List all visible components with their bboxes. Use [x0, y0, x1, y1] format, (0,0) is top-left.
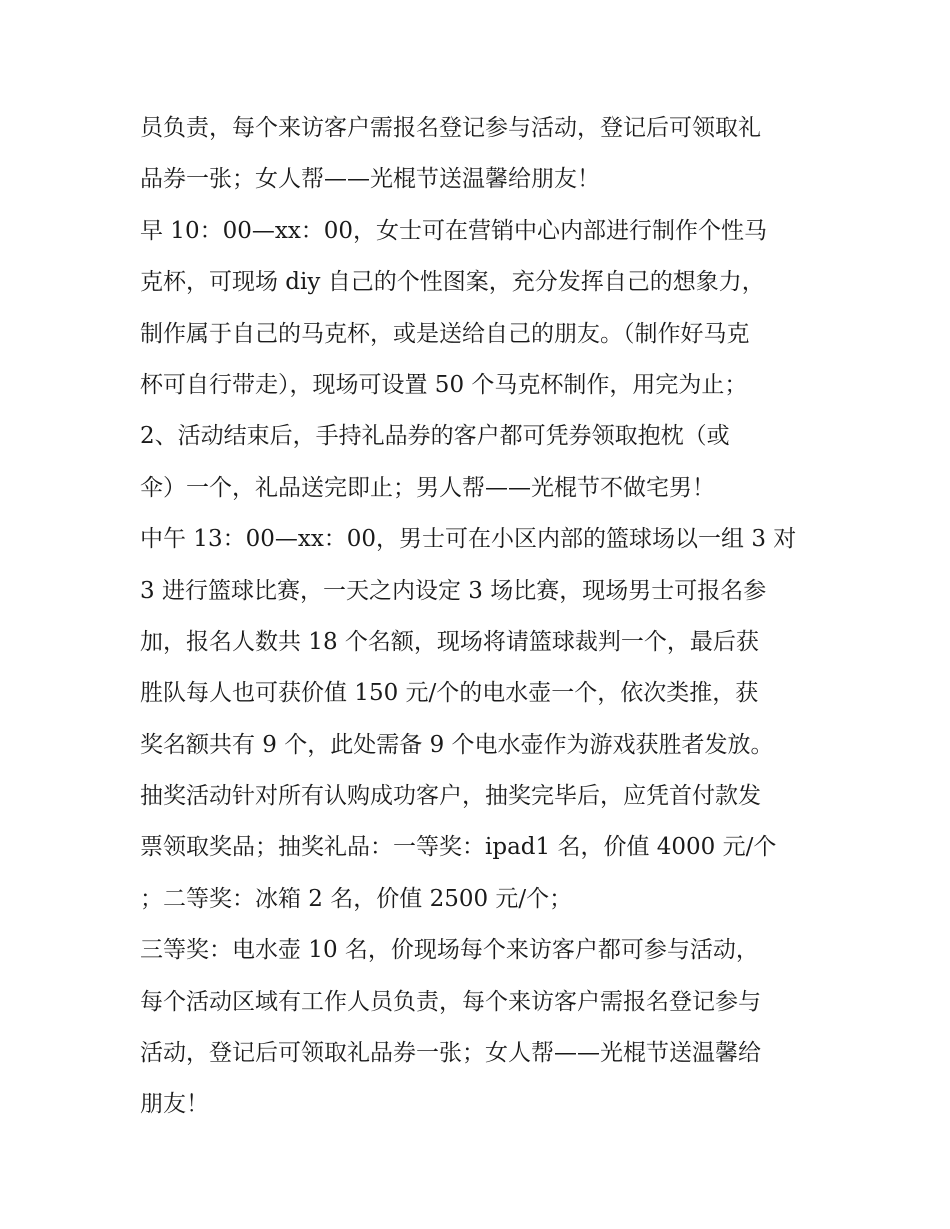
- text-line: 三等奖：电水壶 10 名，价现场每个来访客户都可参与活动，: [140, 937, 759, 964]
- text-line: 中午 13：00—xx：00，男士可在小区内部的篮球场以一组 3 对: [140, 526, 797, 553]
- text-line: 2、活动结束后，手持礼品券的客户都可凭券领取抱枕（或: [140, 423, 730, 450]
- text-line: 克杯，可现场 diy 自己的个性图案，充分发挥自己的想象力，: [140, 269, 765, 296]
- text-line: 胜队每人也可获价值 150 元/个的电水壶一个，依次类推，获: [140, 680, 759, 707]
- text-line: ；二等奖：冰箱 2 名，价值 2500 元/个；: [140, 885, 573, 912]
- text-line: 抽奖活动针对所有认购成功客户，抽奖完毕后，应凭首付款发: [140, 783, 761, 810]
- text-line: 奖名额共有 9 个，此处需备 9 个电水壶作为游戏获胜者发放。: [140, 731, 774, 758]
- text-line: 朋友！: [140, 1091, 209, 1118]
- text-line: 制作属于自己的马克杯，或是送给自己的朋友。（制作好马克: [140, 320, 750, 347]
- text-line: 加，报名人数共 18 个名额，现场将请篮球裁判一个，最后获: [140, 628, 759, 655]
- text-line: 票领取奖品；抽奖礼品：一等奖：ipad1 名，价值 4000 元/个: [140, 834, 777, 861]
- body-text: [140, 103, 820, 1131]
- text-line: 活动，登记后可领取礼品券一张；女人帮——光棍节送温馨给: [140, 1040, 761, 1067]
- text-line: 杯可自行带走），现场可设置 50 个马克杯制作，用完为止；: [140, 371, 748, 398]
- text-line: 员负责，每个来访客户需报名登记参与活动，登记后可领取礼: [140, 115, 761, 141]
- text-line: 伞）一个，礼品送完即止；男人帮——光棍节不做宅男！: [140, 474, 715, 501]
- text-line: 每个活动区域有工作人员负责，每个来访客户需报名登记参与: [140, 988, 761, 1015]
- text-line: 品券一张；女人帮——光棍节送温馨给朋友！: [140, 166, 600, 193]
- text-line: 3 进行篮球比赛，一天之内设定 3 场比赛，现场男士可报名参: [140, 577, 767, 604]
- text-line: 早 10：00—xx：00，女士可在营销中心内部进行制作个性马: [140, 217, 768, 244]
